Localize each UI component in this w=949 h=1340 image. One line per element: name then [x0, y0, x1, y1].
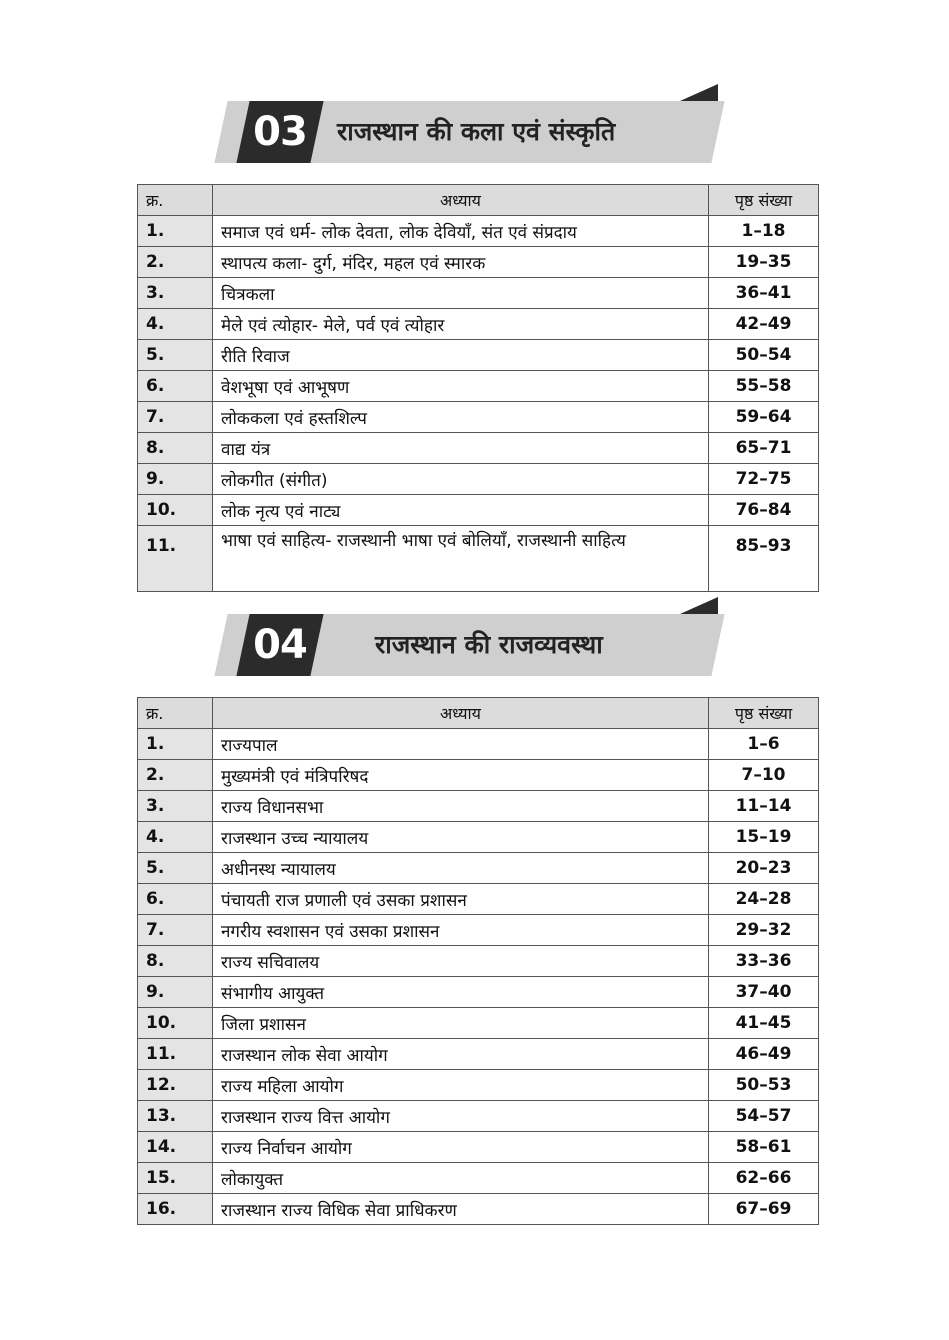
table-row — [138, 216, 819, 247]
banner-fold-decoration — [680, 597, 718, 614]
table-row — [138, 1132, 819, 1163]
chapter-name: लोकगीत (संगीत) — [213, 464, 709, 495]
page-range: 36–41 — [709, 278, 819, 309]
row-number: 14. — [138, 1132, 213, 1163]
page-range: 29–32 — [709, 915, 819, 946]
chapter-name: राज्यपाल — [213, 729, 709, 760]
row-number: 2. — [138, 247, 213, 278]
page-range: 58–61 — [709, 1132, 819, 1163]
page-range: 11–14 — [709, 791, 819, 822]
chapter-name: राजस्थान राज्य विधिक सेवा प्राधिकरण — [213, 1194, 709, 1225]
page-range: 37–40 — [709, 977, 819, 1008]
chapter-name: संभागीय आयुक्त — [213, 977, 709, 1008]
table-row — [138, 1039, 819, 1070]
table-row — [138, 1194, 819, 1225]
page-range: 50–54 — [709, 340, 819, 371]
table-row — [138, 946, 819, 977]
page-range: 50–53 — [709, 1070, 819, 1101]
table-row — [138, 278, 819, 309]
table-header-row — [138, 185, 819, 216]
row-number: 5. — [138, 340, 213, 371]
row-number: 3. — [138, 278, 213, 309]
chapter-name: लोक नृत्य एवं नाट्य — [213, 495, 709, 526]
table-row — [138, 247, 819, 278]
column-header-chapter: अध्याय — [213, 185, 709, 216]
table-row — [138, 495, 819, 526]
page-range: 1–6 — [709, 729, 819, 760]
table-row — [138, 915, 819, 946]
row-number: 13. — [138, 1101, 213, 1132]
column-header-serial: क्र. — [138, 185, 213, 216]
chapter-number: 04 — [253, 622, 307, 668]
chapter-name: स्थापत्य कला- दुर्ग, मंदिर, महल एवं स्मारक — [213, 247, 709, 278]
column-header-pages: पृष्ठ संख्या — [709, 698, 819, 729]
chapter-name: राज्य निर्वाचन आयोग — [213, 1132, 709, 1163]
page-range: 24–28 — [709, 884, 819, 915]
table-row — [138, 884, 819, 915]
chapter-name: चित्रकला — [213, 278, 709, 309]
row-number: 11. — [138, 526, 213, 592]
chapter-number: 03 — [253, 109, 307, 155]
table-row — [138, 1163, 819, 1194]
contents-table — [137, 697, 819, 1225]
row-number: 8. — [138, 946, 213, 977]
table-row — [138, 791, 819, 822]
page-range: 55–58 — [709, 371, 819, 402]
page-range: 1–18 — [709, 216, 819, 247]
page-range: 42–49 — [709, 309, 819, 340]
page-range: 46–49 — [709, 1039, 819, 1070]
table-row — [138, 464, 819, 495]
table-header-row — [138, 698, 819, 729]
row-number: 9. — [138, 977, 213, 1008]
page-range: 33–36 — [709, 946, 819, 977]
row-number: 5. — [138, 853, 213, 884]
chapter-title: राजस्थान की राजव्यवस्था — [375, 630, 603, 659]
chapter-name: राजस्थान उच्च न्यायालय — [213, 822, 709, 853]
table-row — [138, 309, 819, 340]
row-number: 11. — [138, 1039, 213, 1070]
row-number: 1. — [138, 729, 213, 760]
chapter-name: लोककला एवं हस्तशिल्प — [213, 402, 709, 433]
chapter-name: भाषा एवं साहित्य- राजस्थानी भाषा एवं बोलियाँ, राजस्थानी साहित्य — [213, 526, 709, 592]
chapter-name: मुख्यमंत्री एवं मंत्रिपरिषद — [213, 760, 709, 791]
row-number: 6. — [138, 884, 213, 915]
column-header-pages: पृष्ठ संख्या — [709, 185, 819, 216]
page-range: 15–19 — [709, 822, 819, 853]
column-header-chapter: अध्याय — [213, 698, 709, 729]
chapter-name: रीति रिवाज — [213, 340, 709, 371]
page-range: 67–69 — [709, 1194, 819, 1225]
chapter-name: राज्य महिला आयोग — [213, 1070, 709, 1101]
chapter-title: राजस्थान की कला एवं संस्कृति — [337, 117, 616, 146]
chapter-number-badge — [236, 614, 323, 676]
chapter-name: राजस्थान राज्य वित्त आयोग — [213, 1101, 709, 1132]
table-row — [138, 371, 819, 402]
row-number: 4. — [138, 309, 213, 340]
row-number: 1. — [138, 216, 213, 247]
page-range: 7–10 — [709, 760, 819, 791]
table-row — [138, 1070, 819, 1101]
chapter-name: पंचायती राज प्रणाली एवं उसका प्रशासन — [213, 884, 709, 915]
row-number: 10. — [138, 1008, 213, 1039]
chapter-name: राज्य सचिवालय — [213, 946, 709, 977]
table-row — [138, 433, 819, 464]
row-number: 6. — [138, 371, 213, 402]
page-range: 41–45 — [709, 1008, 819, 1039]
table-row — [138, 760, 819, 791]
page-range: 85–93 — [709, 526, 819, 592]
table-row — [138, 1101, 819, 1132]
chapter-name: अधीनस्थ न्यायालय — [213, 853, 709, 884]
table-row — [138, 853, 819, 884]
page-range: 62–66 — [709, 1163, 819, 1194]
banner-fold-decoration — [680, 84, 718, 101]
chapter-number-badge — [236, 101, 323, 163]
table-row — [138, 822, 819, 853]
row-number: 2. — [138, 760, 213, 791]
chapter-name: मेले एवं त्योहार- मेले, पर्व एवं त्योहार — [213, 309, 709, 340]
page-range: 54–57 — [709, 1101, 819, 1132]
row-number: 10. — [138, 495, 213, 526]
chapter-name: जिला प्रशासन — [213, 1008, 709, 1039]
page-range: 19–35 — [709, 247, 819, 278]
page-range: 72–75 — [709, 464, 819, 495]
table-row — [138, 977, 819, 1008]
table-row — [138, 402, 819, 433]
row-number: 16. — [138, 1194, 213, 1225]
chapter-name: राज्य विधानसभा — [213, 791, 709, 822]
row-number: 8. — [138, 433, 213, 464]
row-number: 7. — [138, 915, 213, 946]
page-range: 20–23 — [709, 853, 819, 884]
chapter-name: वाद्य यंत्र — [213, 433, 709, 464]
chapter-name: राजस्थान लोक सेवा आयोग — [213, 1039, 709, 1070]
chapter-name: समाज एवं धर्म- लोक देवता, लोक देवियाँ, संत एवं संप्रदाय — [213, 216, 709, 247]
chapter-name: नगरीय स्वशासन एवं उसका प्रशासन — [213, 915, 709, 946]
page-range: 76–84 — [709, 495, 819, 526]
chapter-name: वेशभूषा एवं आभूषण — [213, 371, 709, 402]
row-number: 12. — [138, 1070, 213, 1101]
table-row — [138, 340, 819, 371]
chapter-banner — [137, 597, 818, 697]
contents-table — [137, 184, 819, 592]
row-number: 3. — [138, 791, 213, 822]
table-row — [138, 1008, 819, 1039]
page-range: 59–64 — [709, 402, 819, 433]
row-number: 9. — [138, 464, 213, 495]
table-row — [138, 526, 819, 592]
chapter-section-04 — [137, 597, 818, 1225]
page-range: 65–71 — [709, 433, 819, 464]
row-number: 7. — [138, 402, 213, 433]
chapter-banner — [137, 84, 818, 184]
chapter-name: लोकायुक्त — [213, 1163, 709, 1194]
table-row — [138, 729, 819, 760]
column-header-serial: क्र. — [138, 698, 213, 729]
row-number: 15. — [138, 1163, 213, 1194]
chapter-section-03 — [137, 84, 818, 592]
row-number: 4. — [138, 822, 213, 853]
